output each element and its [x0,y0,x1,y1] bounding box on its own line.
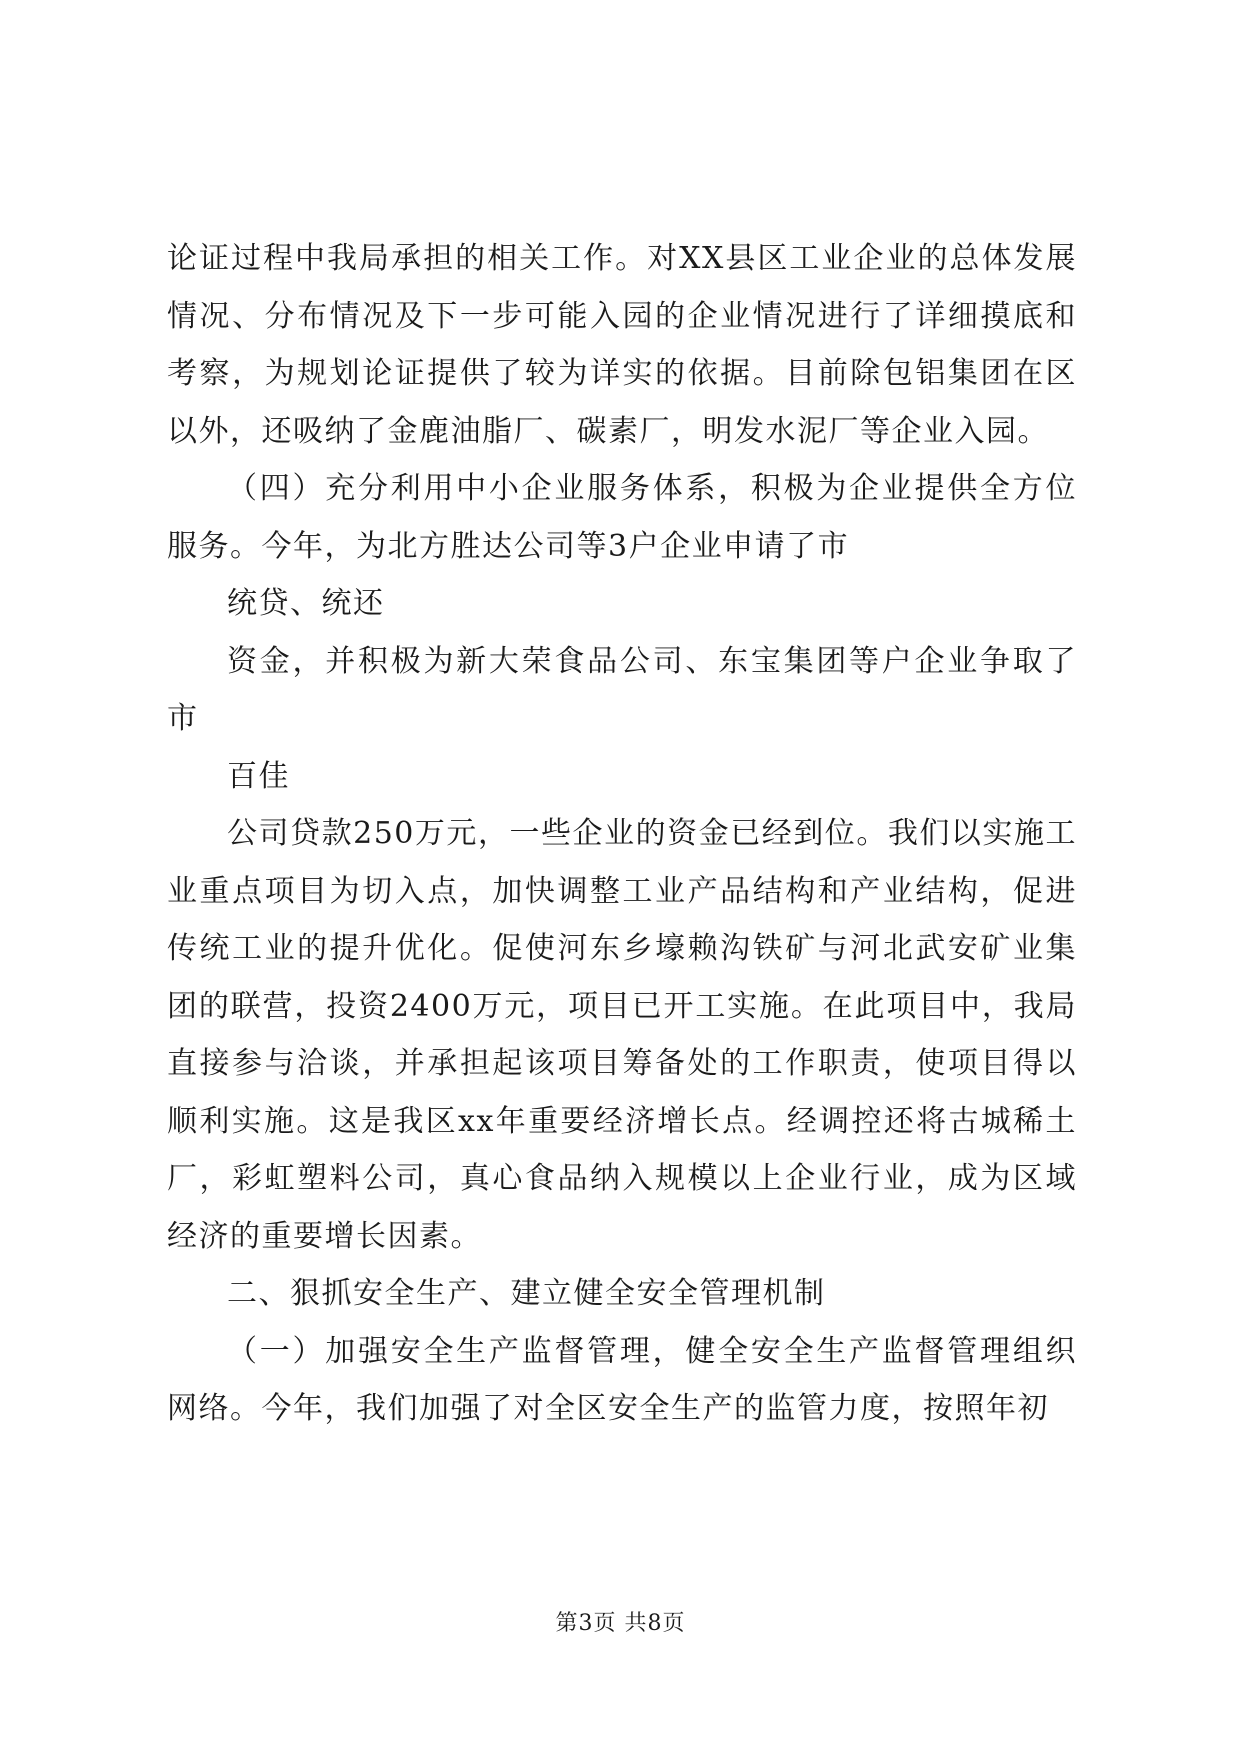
document-body [167,230,1077,1438]
paragraph-8: （一）加强安全生产监督管理，健全安全生产监督管理组织网络。今年，我们加强了对全区安全生产的监管力度，按照年初 [167,1333,1077,1426]
paragraph-1: 论证过程中我局承担的相关工作。对XX县区工业企业的总体发展情况、分布情况及下一步可能入园的企业情况进行了详细摸底和考察，为规划论证提供了较为详实的依据。目前除包铝集团在区以外，还吸纳了金鹿油脂厂、碳素厂，明发水泥厂等企业入园。 [167,241,1077,449]
paragraph-4: 资金，并积极为新大荣食品公司、东宝集团等户企业争取了市 [167,643,1077,736]
page-footer: 第3页 共8页 [555,1611,686,1636]
paragraph-6: 公司贷款250万元，一些企业的资金已经到位。我们以实施工业重点项目为切入点，加快调整工业产品结构和产业结构，促进传统工业的提升优化。促使河东乡壕赖沟铁矿与河北武安矿业集团的联营，投资2400万元，项目已开工实施。在此项目中，我局直接参与洽谈，并承担起该项目筹备处的工作职责，使项目得以顺利实施。这是我区xx年重要经济增长点。经调控还将古城稀土厂，彩虹塑料公司，真心食品纳入规模以上企业行业，成为区域经济的重要增长因素。 [167,816,1077,1254]
section-heading: 二、狠抓安全生产、建立健全安全管理机制 [227,1276,826,1311]
paragraph-3: 统贷、统还 [227,586,385,621]
paragraph-2: （四）充分利用中小企业服务体系，积极为企业提供全方位服务。今年，为北方胜达公司等3户企业申请了市 [167,471,1077,564]
paragraph-5: 百佳 [227,758,290,794]
